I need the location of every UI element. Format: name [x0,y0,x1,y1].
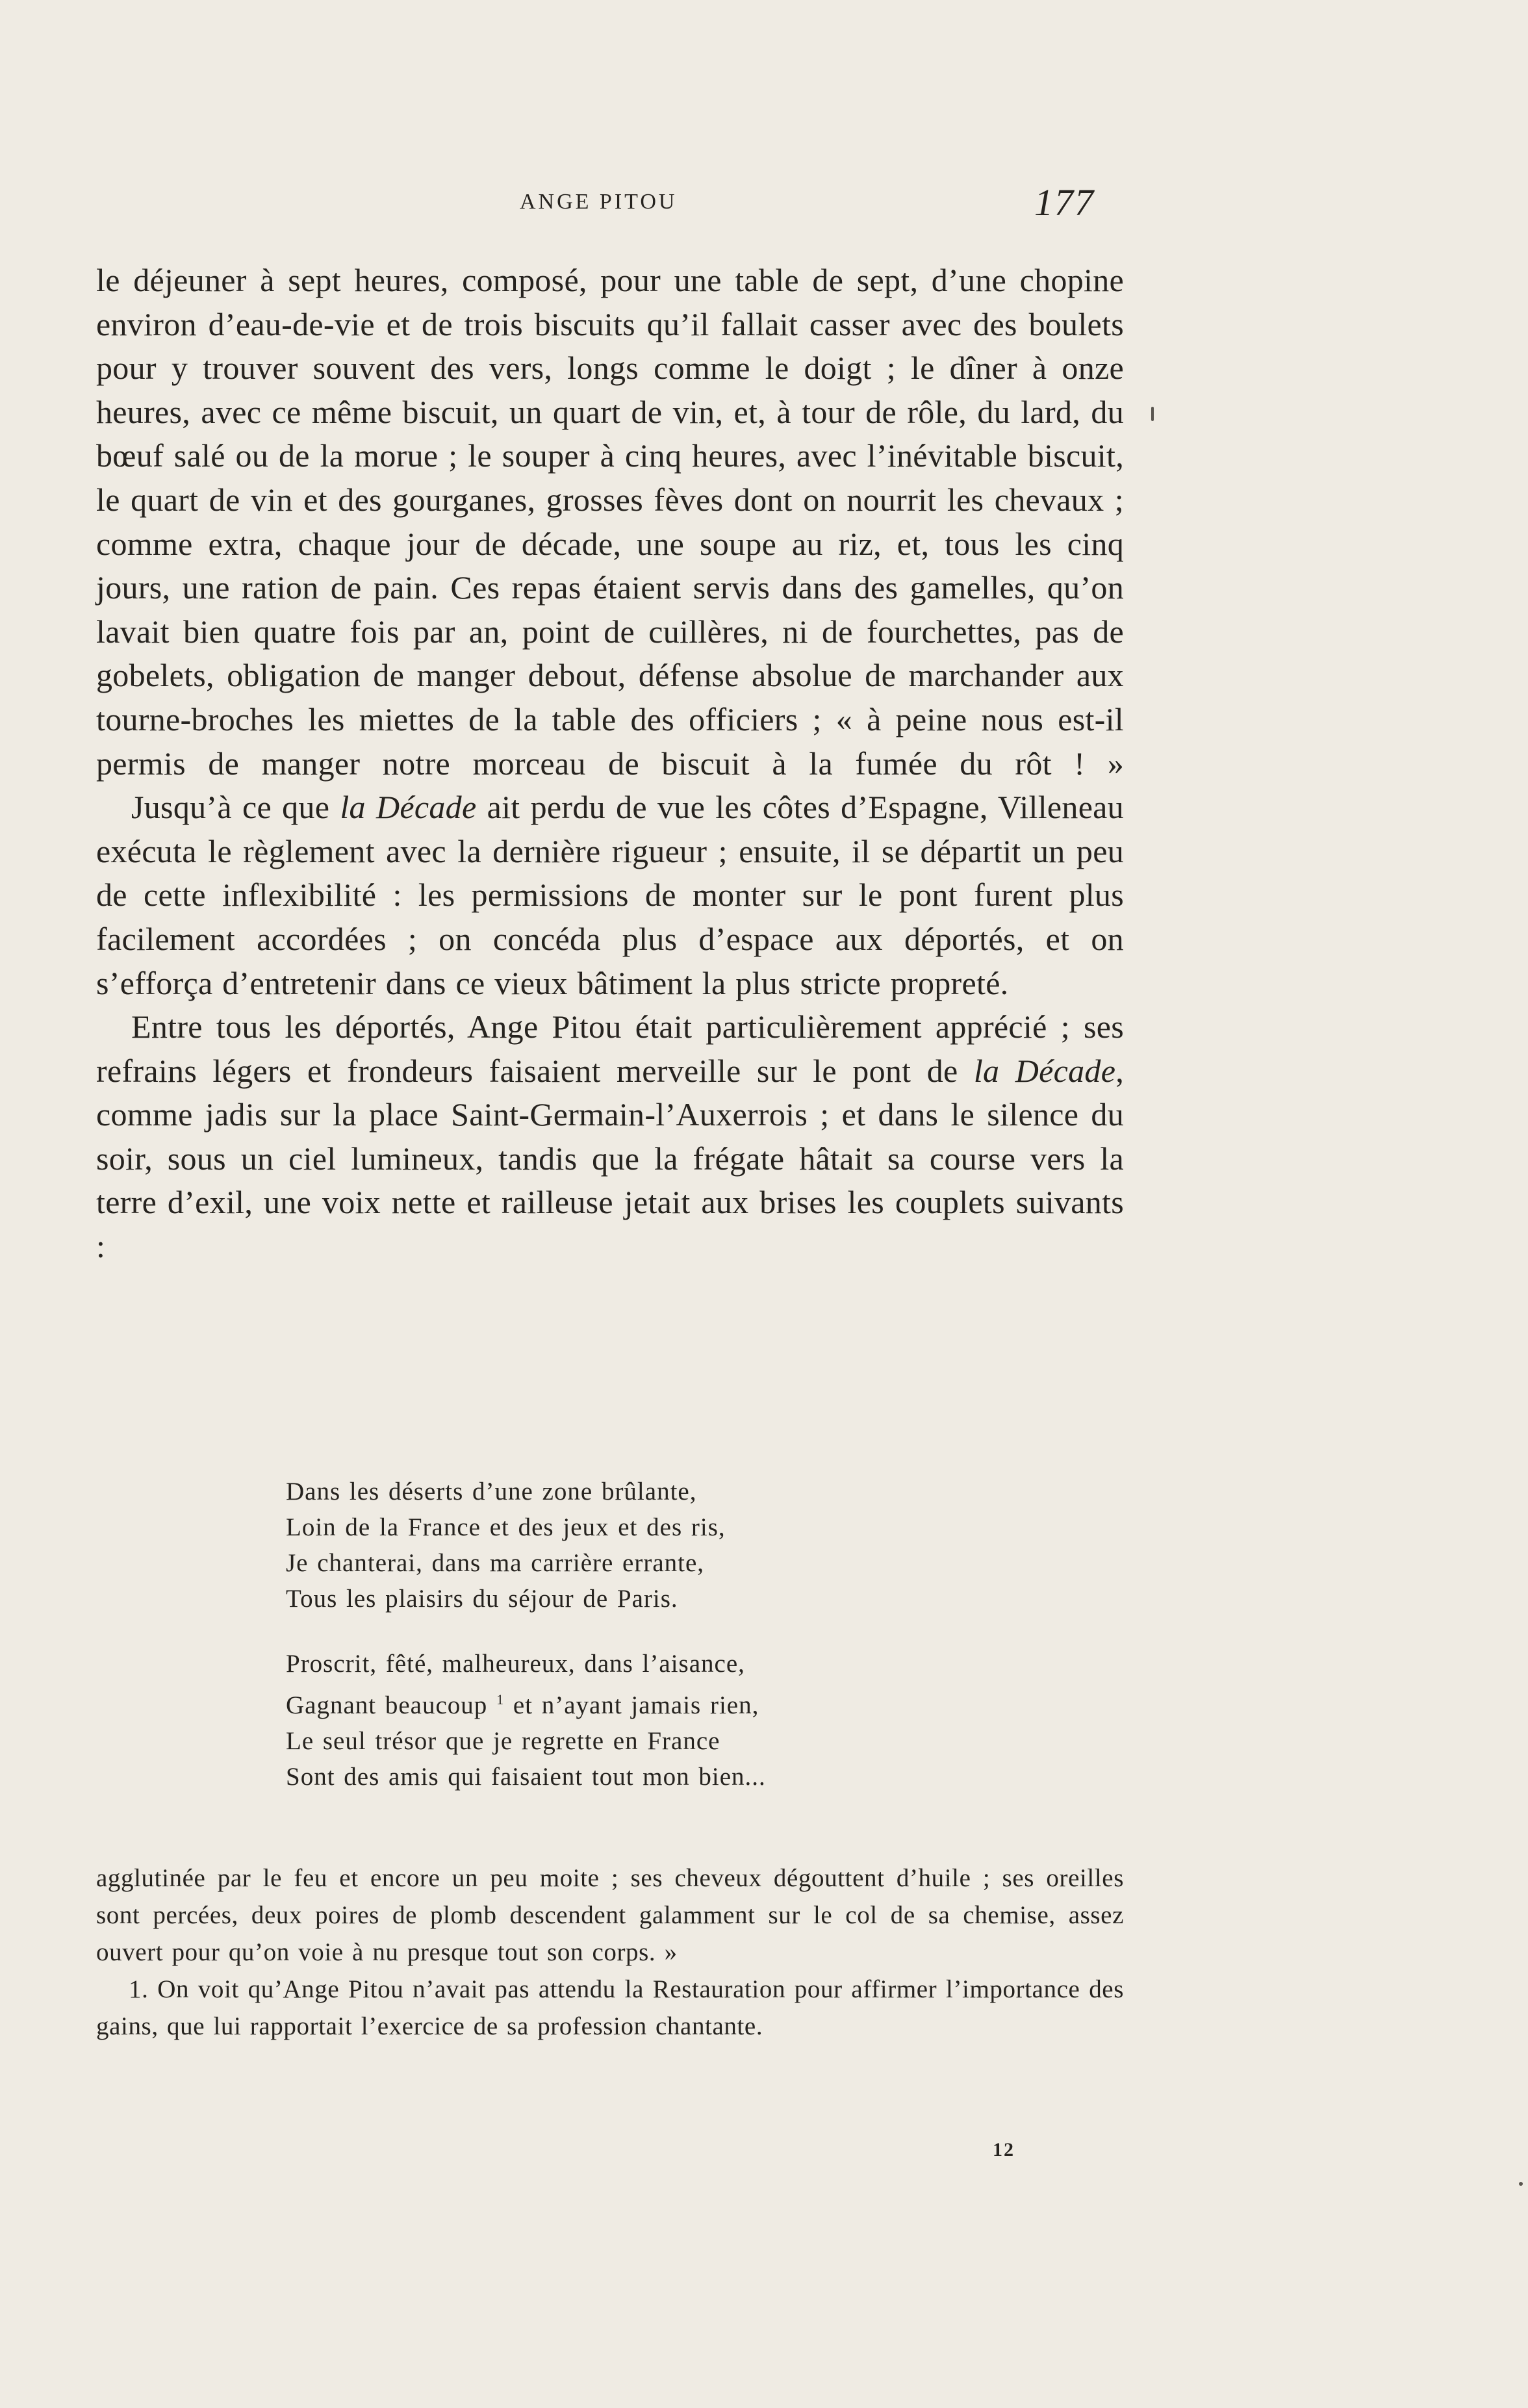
footnote-ref: 1 [496,1691,505,1708]
verse-line: Tous les plaisirs du séjour de Paris. [286,1585,678,1613]
verse-line: Je chanterai, dans ma carrière errante, [286,1549,705,1577]
verse-line [286,1682,987,1723]
verse-line-end: et n’ayant jamais rien, [513,1691,759,1719]
footnote-1 [96,1971,1124,2045]
villeneau-text: Villeneau exécuta le règlement avec la dernière rigueur ; ensuite, il se départit un peu de cette inflexibilité : les permissions de monter sur le pont furent plus facilement accordées ; on concéda plus d’espace aux déportés, et on s’efforça d’entretenir dans ce vieux bâtiment la plus stricte propreté. [96,789,1124,1001]
footnote-1-text: On voit qu’Ange Pitou n’avait pas attendu la Restauration pour affirmer l’importance des gains, que lui rapportait l’exercice de sa profession chantante. [96,1975,1124,2040]
margin-mark [1519,2182,1523,2186]
footnotes [96,1860,1124,2045]
pitou-text-end: , comme jadis sur la place Saint-Germain-l’Auxerrois ; et dans le silence du soir, sous un ciel lumineux, tandis que la frégate hâtait sa course vers la terre d’exil, une voix nette et railleuse jetait aux brises les couplets suivants : [96,1052,1124,1265]
running-title: ANGE PITOU [520,190,678,214]
verse-line: Sont des amis qui faisaient tout mon bien... [286,1763,766,1791]
verse-stanza-1 [286,1474,987,1617]
paragraph-pitou [96,1005,1124,1269]
verse-line: Le seul trésor que je regrette en France [286,1727,720,1755]
paragraph-meals: le déjeuner à sept heures, composé, pour une table de sept, d’une chopine environ d’eau-de-vie et de trois biscuits qu’il fallait casser avec des boulets pour y trouver souvent des vers, longs comme le doigt ; le dîner à onze heures, avec ce même biscuit, un quart de vin, et, à tour de rôle, du lard, du bœuf salé ou de la morue ; le souper à cinq heures, avec l’inévitable biscuit, le quart de vin et des gourganes, grosses fèves dont on nourrit les chevaux ; comme extra, chaque jour de décade, une soupe au riz, et, tous les cinq jours, une ration de pain. Ces repas étaient servis dans des gamelles, qu’on lavait bien quatre fois par an, point de cuillères, ni de fourchettes, pas de gobelets, obligation de manger debout, défense absolue de marchander aux tourne-broches les miettes de la table des officiers ; « à peine nous est-il permis de manger notre morceau de biscuit à la fumée du rôt ! » [96,262,1124,782]
jusqu-suffix: ait perdu de vue les côtes d’Espagne, [487,789,988,826]
paragraph-villeneau [96,786,1124,1005]
page-number: 177 [1034,181,1095,224]
ship-name-italic: la Décade [340,789,477,826]
verse-line: Loin de la France et des jeux et des ris, [286,1513,726,1541]
verse-line: Dans les déserts d’une zone brûlante, [286,1478,697,1505]
verse-line: Proscrit, fêté, malheureux, dans l’aisance, [286,1650,745,1678]
jusqu-prefix: Jusqu’à ce que [131,789,330,826]
verse-line-start: Gagnant beaucoup [286,1691,488,1719]
verse-stanza-2 [286,1646,987,1795]
margin-mark [1151,407,1154,421]
footnote-continuation: agglutinée par le feu et encore un peu moite ; ses cheveux dégouttent d’huile ; ses oreilles sont percées, deux poires de plomb descendent galamment sur le col de sa chemise, assez ouvert pour qu’on voie à nu presque tout son corps. » [96,1864,1124,1966]
ship-name-italic-2: la Décade [973,1052,1116,1089]
pitou-text-start: Entre tous les déportés, Ange Pitou était particulièrement apprécié ; ses refrains légers et frondeurs faisaient merveille sur le pont de [96,1008,1124,1089]
footnote-1-marker: 1. [129,1975,149,2003]
main-text [96,259,1124,1269]
signature-mark: 12 [993,2139,1015,2160]
